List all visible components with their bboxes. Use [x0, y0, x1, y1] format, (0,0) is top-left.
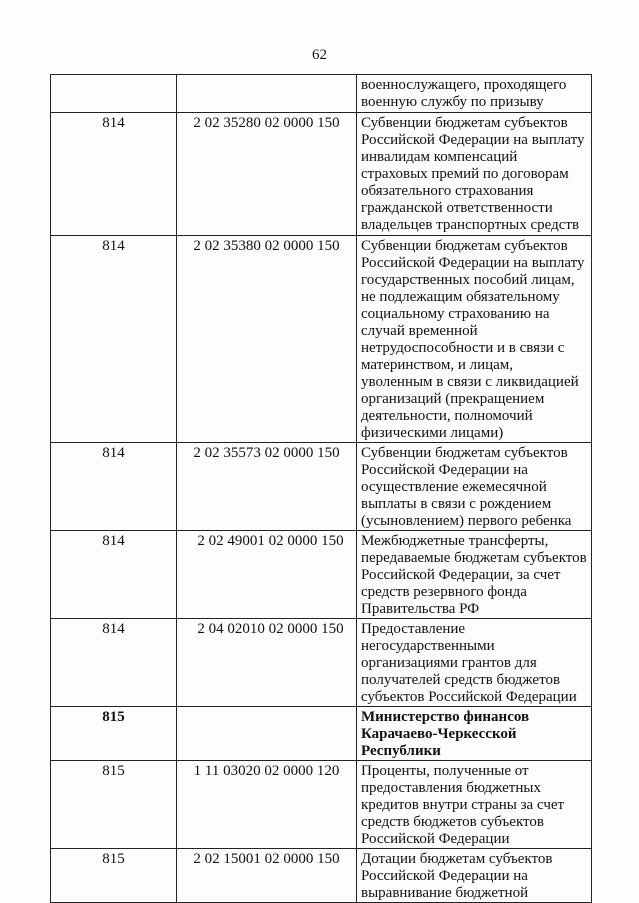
revenue-code-cell: 2 02 35573 02 0000 150	[177, 443, 357, 531]
admin-code-cell: 814	[51, 443, 177, 531]
revenue-code-cell: 2 02 15001 02 0000 150	[177, 849, 357, 903]
revenue-code-cell: 2 02 35280 02 0000 150	[177, 113, 357, 236]
table-row	[51, 443, 592, 531]
revenue-code-cell: 1 11 03020 02 0000 120	[177, 761, 357, 849]
table-row	[51, 113, 592, 236]
page-number: 62	[312, 47, 327, 63]
table-row-section-header	[51, 707, 592, 761]
table-row	[51, 236, 592, 443]
table-row	[51, 761, 592, 849]
revenue-code-cell: 2 04 02010 02 0000 150	[177, 619, 357, 707]
revenue-code-cell	[177, 75, 357, 113]
revenue-code-cell: 2 02 49001 02 0000 150	[177, 531, 357, 619]
admin-code-cell: 815	[51, 761, 177, 849]
admin-code-cell: 814	[51, 113, 177, 236]
admin-code-cell: 814	[51, 236, 177, 443]
revenue-name-cell: Субвенции бюджетам субъектов Российской Федерации на выплату инвалидам компенсаций страховых премий по договорам обязательного страхования гражданской ответственности владельцев транспортных средств	[357, 113, 592, 236]
revenue-code-cell: 2 02 35380 02 0000 150	[177, 236, 357, 443]
revenue-name-cell: Предоставление негосударственными организациями грантов для получателей средств бюджетов субъектов Российской Федерации	[357, 619, 592, 707]
administrator-name-cell: Министерство финансов Карачаево-Черкесской Республики	[357, 707, 592, 761]
revenue-code-cell	[177, 707, 357, 761]
admin-code-cell: 815	[51, 707, 177, 761]
table-row	[51, 849, 592, 903]
admin-code-cell: 815	[51, 849, 177, 903]
table-row	[51, 75, 592, 113]
budget-classification-table	[50, 74, 592, 903]
admin-code-cell	[51, 75, 177, 113]
revenue-name-cell: Межбюджетные трансферты, передаваемые бюджетам субъектов Российской Федерации, за счет средств резервного фонда Правительства РФ	[357, 531, 592, 619]
admin-code-cell: 814	[51, 531, 177, 619]
revenue-name-cell: Дотации бюджетам субъектов Российской Федерации на выравнивание бюджетной	[357, 849, 592, 903]
table-row	[51, 531, 592, 619]
admin-code-cell: 814	[51, 619, 177, 707]
revenue-name-cell: Субвенции бюджетам субъектов Российской Федерации на осуществление ежемесячной выплаты в связи с рождением (усыновлением) первого ребенка	[357, 443, 592, 531]
revenue-name-cell: военнослужащего, проходящего военную службу по призыву	[357, 75, 592, 113]
table-row	[51, 619, 592, 707]
revenue-name-cell: Проценты, полученные от предоставления бюджетных кредитов внутри страны за счет средств бюджетов субъектов Российской Федерации	[357, 761, 592, 849]
revenue-name-cell: Субвенции бюджетам субъектов Российской Федерации на выплату государственных пособий лицам, не подлежащим обязательному социальному страхованию на случай временной нетрудоспособности и в связи с материнством, и лицам, уволенным в связи с ликвидацией организаций (прекращением деятельности, полномочий физическими лицами)	[357, 236, 592, 443]
